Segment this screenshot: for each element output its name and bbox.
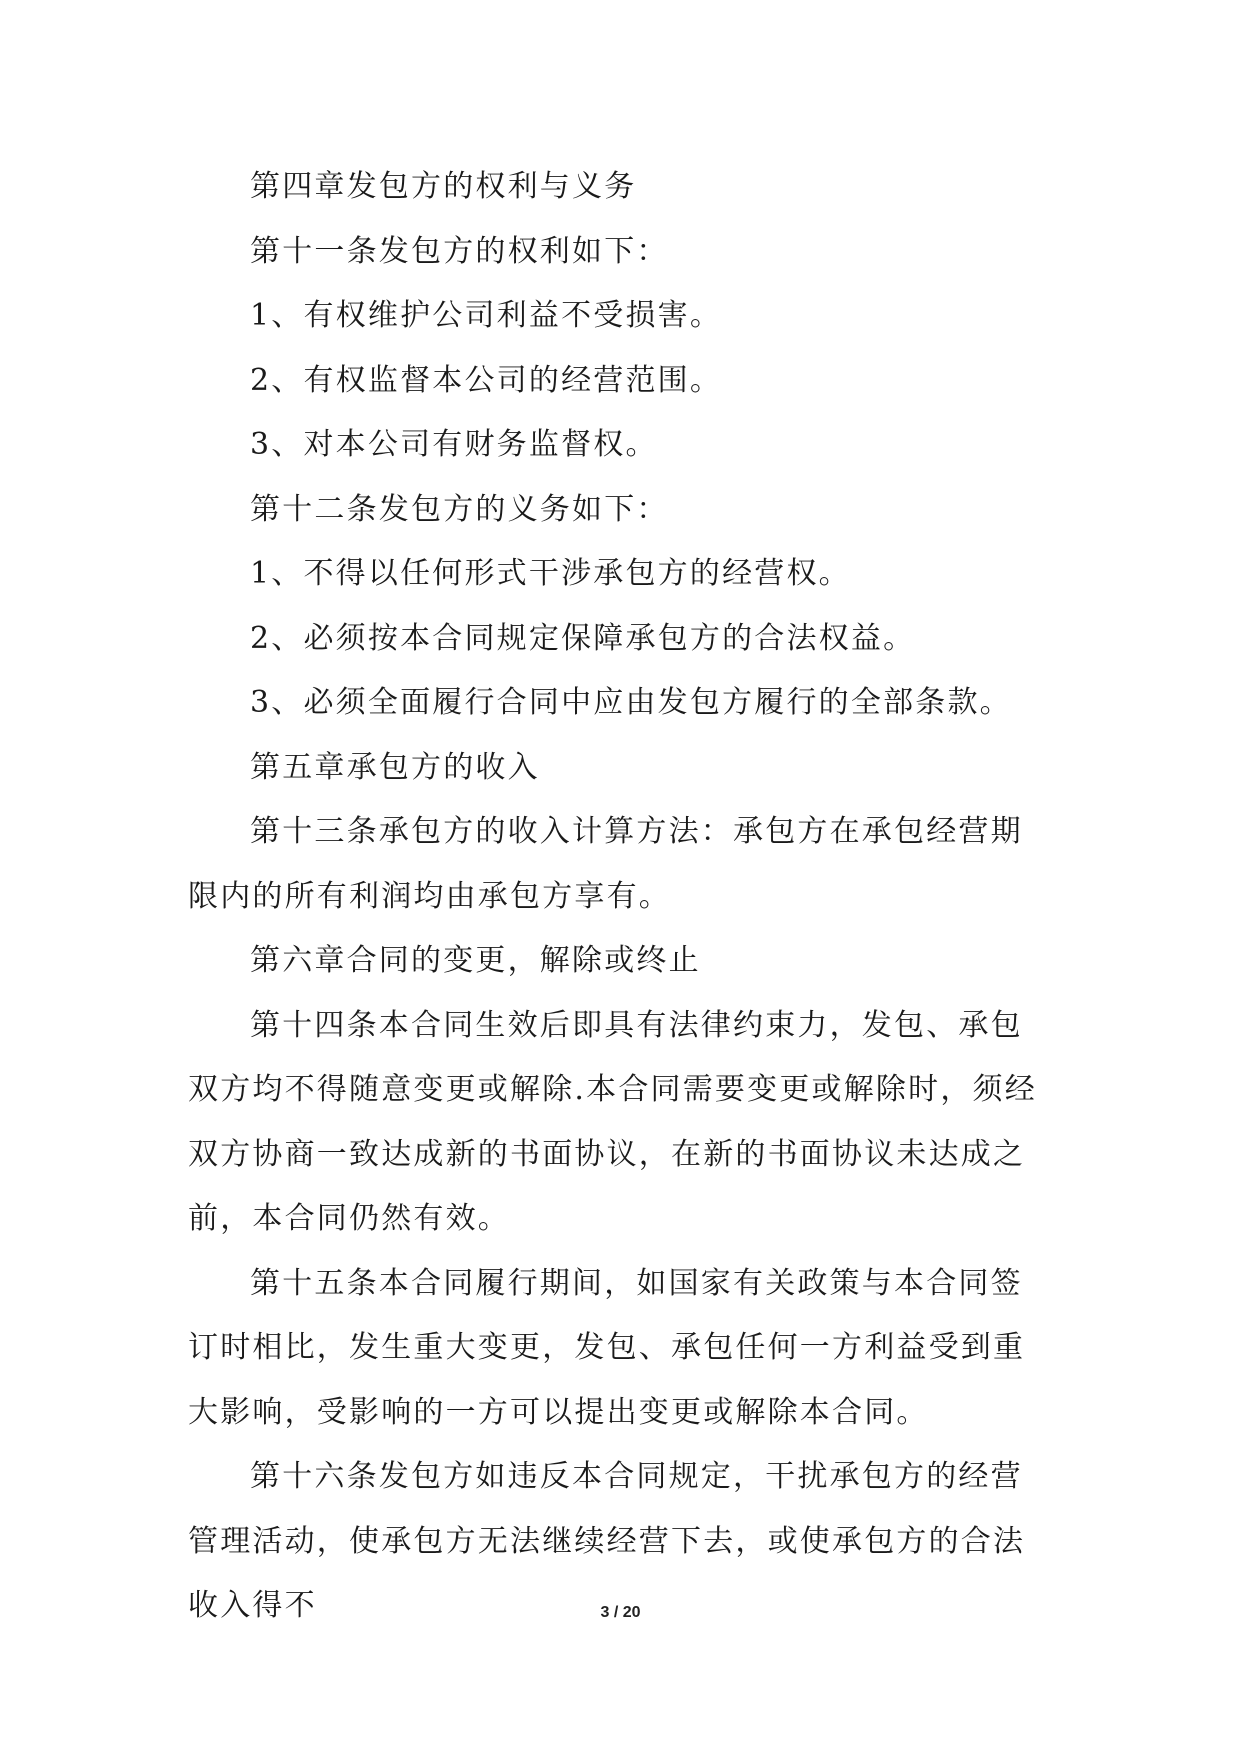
list-item: 1、不得以任何形式干涉承包方的经营权。 [250,556,851,591]
list-item: 3、对本公司有财务监督权。 [250,427,658,462]
list-item: 2、必须按本合同规定保障承包方的合法权益。 [250,620,916,656]
article-paragraph: 第十二条发包方的义务如下： [250,491,669,527]
document-body [188,155,1050,1639]
list-item: 2、有权监督本公司的经营范围。 [250,362,723,398]
article-paragraph: 第十五条本合同履行期间，如国家有关政策与本合同签订时相比，发生重大变更，发包、承包任何一方利益受到重大影响，受影响的一方可以提出变更或解除本合同。 [188,1265,1026,1430]
list-item: 3、必须全面履行合同中应由发包方履行的全部条款。 [250,685,1012,720]
article-paragraph: 第十六条发包方如违反本合同规定，干扰承包方的经营管理活动，使承包方无法继续经营下去，或使承包方的合法收入得不 [188,1459,1026,1623]
page-number: 3 / 20 [600,1604,641,1621]
article-paragraph: 第十三条承包方的收入计算方法：承包方在承包经营期限内的所有利润均由承包方享有。 [188,814,1023,914]
chapter-heading: 第五章承包方的收入 [250,749,540,785]
chapter-heading: 第四章发包方的权利与义务 [250,169,637,204]
list-item: 1、有权维护公司利益不受损害。 [250,298,723,333]
article-paragraph: 第十四条本合同生效后即具有法律约束力，发包、承包双方均不得随意变更或解除.本合同需要变更或解除时，须经双方协商一致达成新的书面协议，在新的书面协议未达成之前，本合同仍然有效。 [188,1007,1037,1236]
chapter-heading: 第六章合同的变更，解除或终止 [250,943,701,978]
article-paragraph: 第十一条发包方的权利如下： [250,233,669,269]
